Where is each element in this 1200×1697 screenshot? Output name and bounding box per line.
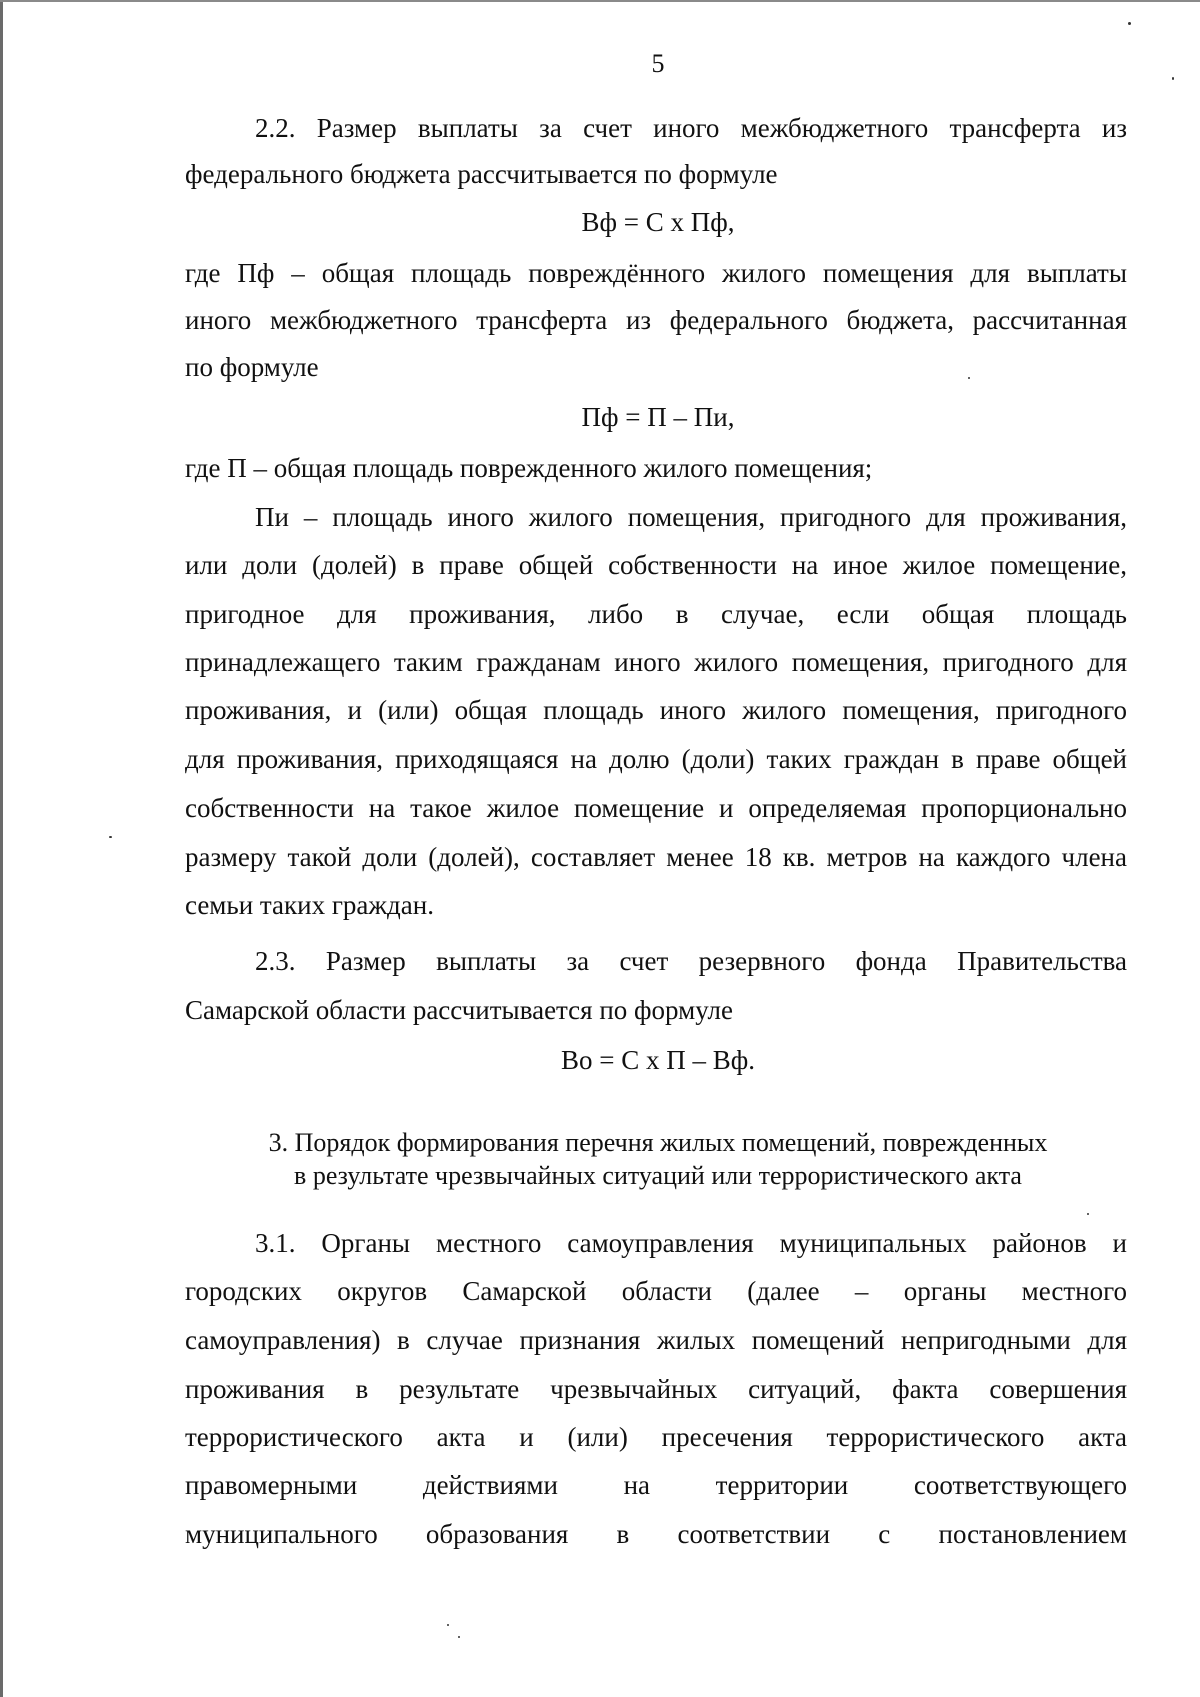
scan-speck bbox=[447, 1624, 449, 1626]
paragraph-line: правомерными действиями на территории соответствующего bbox=[185, 1470, 1127, 1500]
page-number: 5 bbox=[651, 49, 665, 78]
scan-top-edge bbox=[0, 0, 1200, 2]
paragraph-line: для проживания, приходящаяся на долю (доли) таких граждан в праве общей bbox=[185, 744, 1127, 774]
paragraph-line: муниципального образования в соответствии с постановлением bbox=[185, 1519, 1127, 1549]
paragraph-line: федерального бюджета рассчитывается по формуле bbox=[185, 159, 778, 189]
paragraph-line: иного межбюджетного трансферта из федерального бюджета, рассчитанная bbox=[185, 305, 1127, 335]
formula-vf: Вф = С х Пф, bbox=[581, 207, 735, 237]
paragraph-line: городских округов Самарской области (далее – органы местного bbox=[185, 1276, 1127, 1306]
paragraph-line: собственности на такое жилое помещение и определяемая пропорционально bbox=[185, 793, 1127, 823]
paragraph-line: или доли (долей) в праве общей собственности на иное жилое помещение, bbox=[185, 550, 1127, 580]
section-heading: 3. Порядок формирования перечня жилых помещений, поврежденных bbox=[268, 1128, 1048, 1157]
paragraph-line: самоуправления) в случае признания жилых помещений непригодными для bbox=[185, 1325, 1127, 1355]
scan-speck bbox=[1087, 1213, 1089, 1215]
formula-vo: Во = С х П – Вф. bbox=[561, 1045, 755, 1075]
paragraph-line: семьи таких граждан. bbox=[185, 890, 434, 920]
paragraph-line: Самарской области рассчитывается по формуле bbox=[185, 995, 733, 1025]
paragraph-line: пригодное для проживания, либо в случае, если общая площадь bbox=[185, 599, 1127, 629]
paragraph-line: проживания, и (или) общая площадь иного жилого помещения, пригодного bbox=[185, 695, 1127, 725]
scan-speck bbox=[109, 836, 112, 838]
paragraph-line: где Пф – общая площадь повреждённого жилого помещения для выплаты bbox=[185, 258, 1127, 288]
paragraph-line: принадлежащего таким гражданам иного жилого помещения, пригодного для bbox=[185, 647, 1127, 677]
paragraph-line: по формуле bbox=[185, 352, 319, 382]
paragraph-line: 2.2. Размер выплаты за счет иного межбюджетного трансферта из bbox=[255, 113, 1127, 143]
paragraph-line: 2.3. Размер выплаты за счет резервного фонда Правительства bbox=[255, 946, 1127, 976]
paragraph-line: 3.1. Органы местного самоуправления муниципальных районов и bbox=[255, 1228, 1127, 1258]
scan-speck bbox=[968, 377, 970, 379]
paragraph-line: террористического акта и (или) пресечения террористического акта bbox=[185, 1422, 1127, 1452]
scan-speck bbox=[1128, 22, 1131, 25]
formula-pf: Пф = П – Пи, bbox=[581, 402, 735, 432]
section-heading: в результате чрезвычайных ситуаций или террористического акта bbox=[294, 1161, 1022, 1190]
paragraph-line: размеру такой доли (долей), составляет менее 18 кв. метров на каждого члена bbox=[185, 842, 1127, 872]
scan-left-edge bbox=[0, 0, 3, 1697]
paragraph-line: проживания в результате чрезвычайных ситуаций, факта совершения bbox=[185, 1374, 1127, 1404]
paragraph-line: где П – общая площадь поврежденного жилого помещения; bbox=[185, 453, 873, 483]
scan-speck bbox=[458, 1636, 460, 1638]
scan-speck bbox=[1172, 77, 1174, 80]
paragraph-line: Пи – площадь иного жилого помещения, пригодного для проживания, bbox=[255, 502, 1127, 532]
